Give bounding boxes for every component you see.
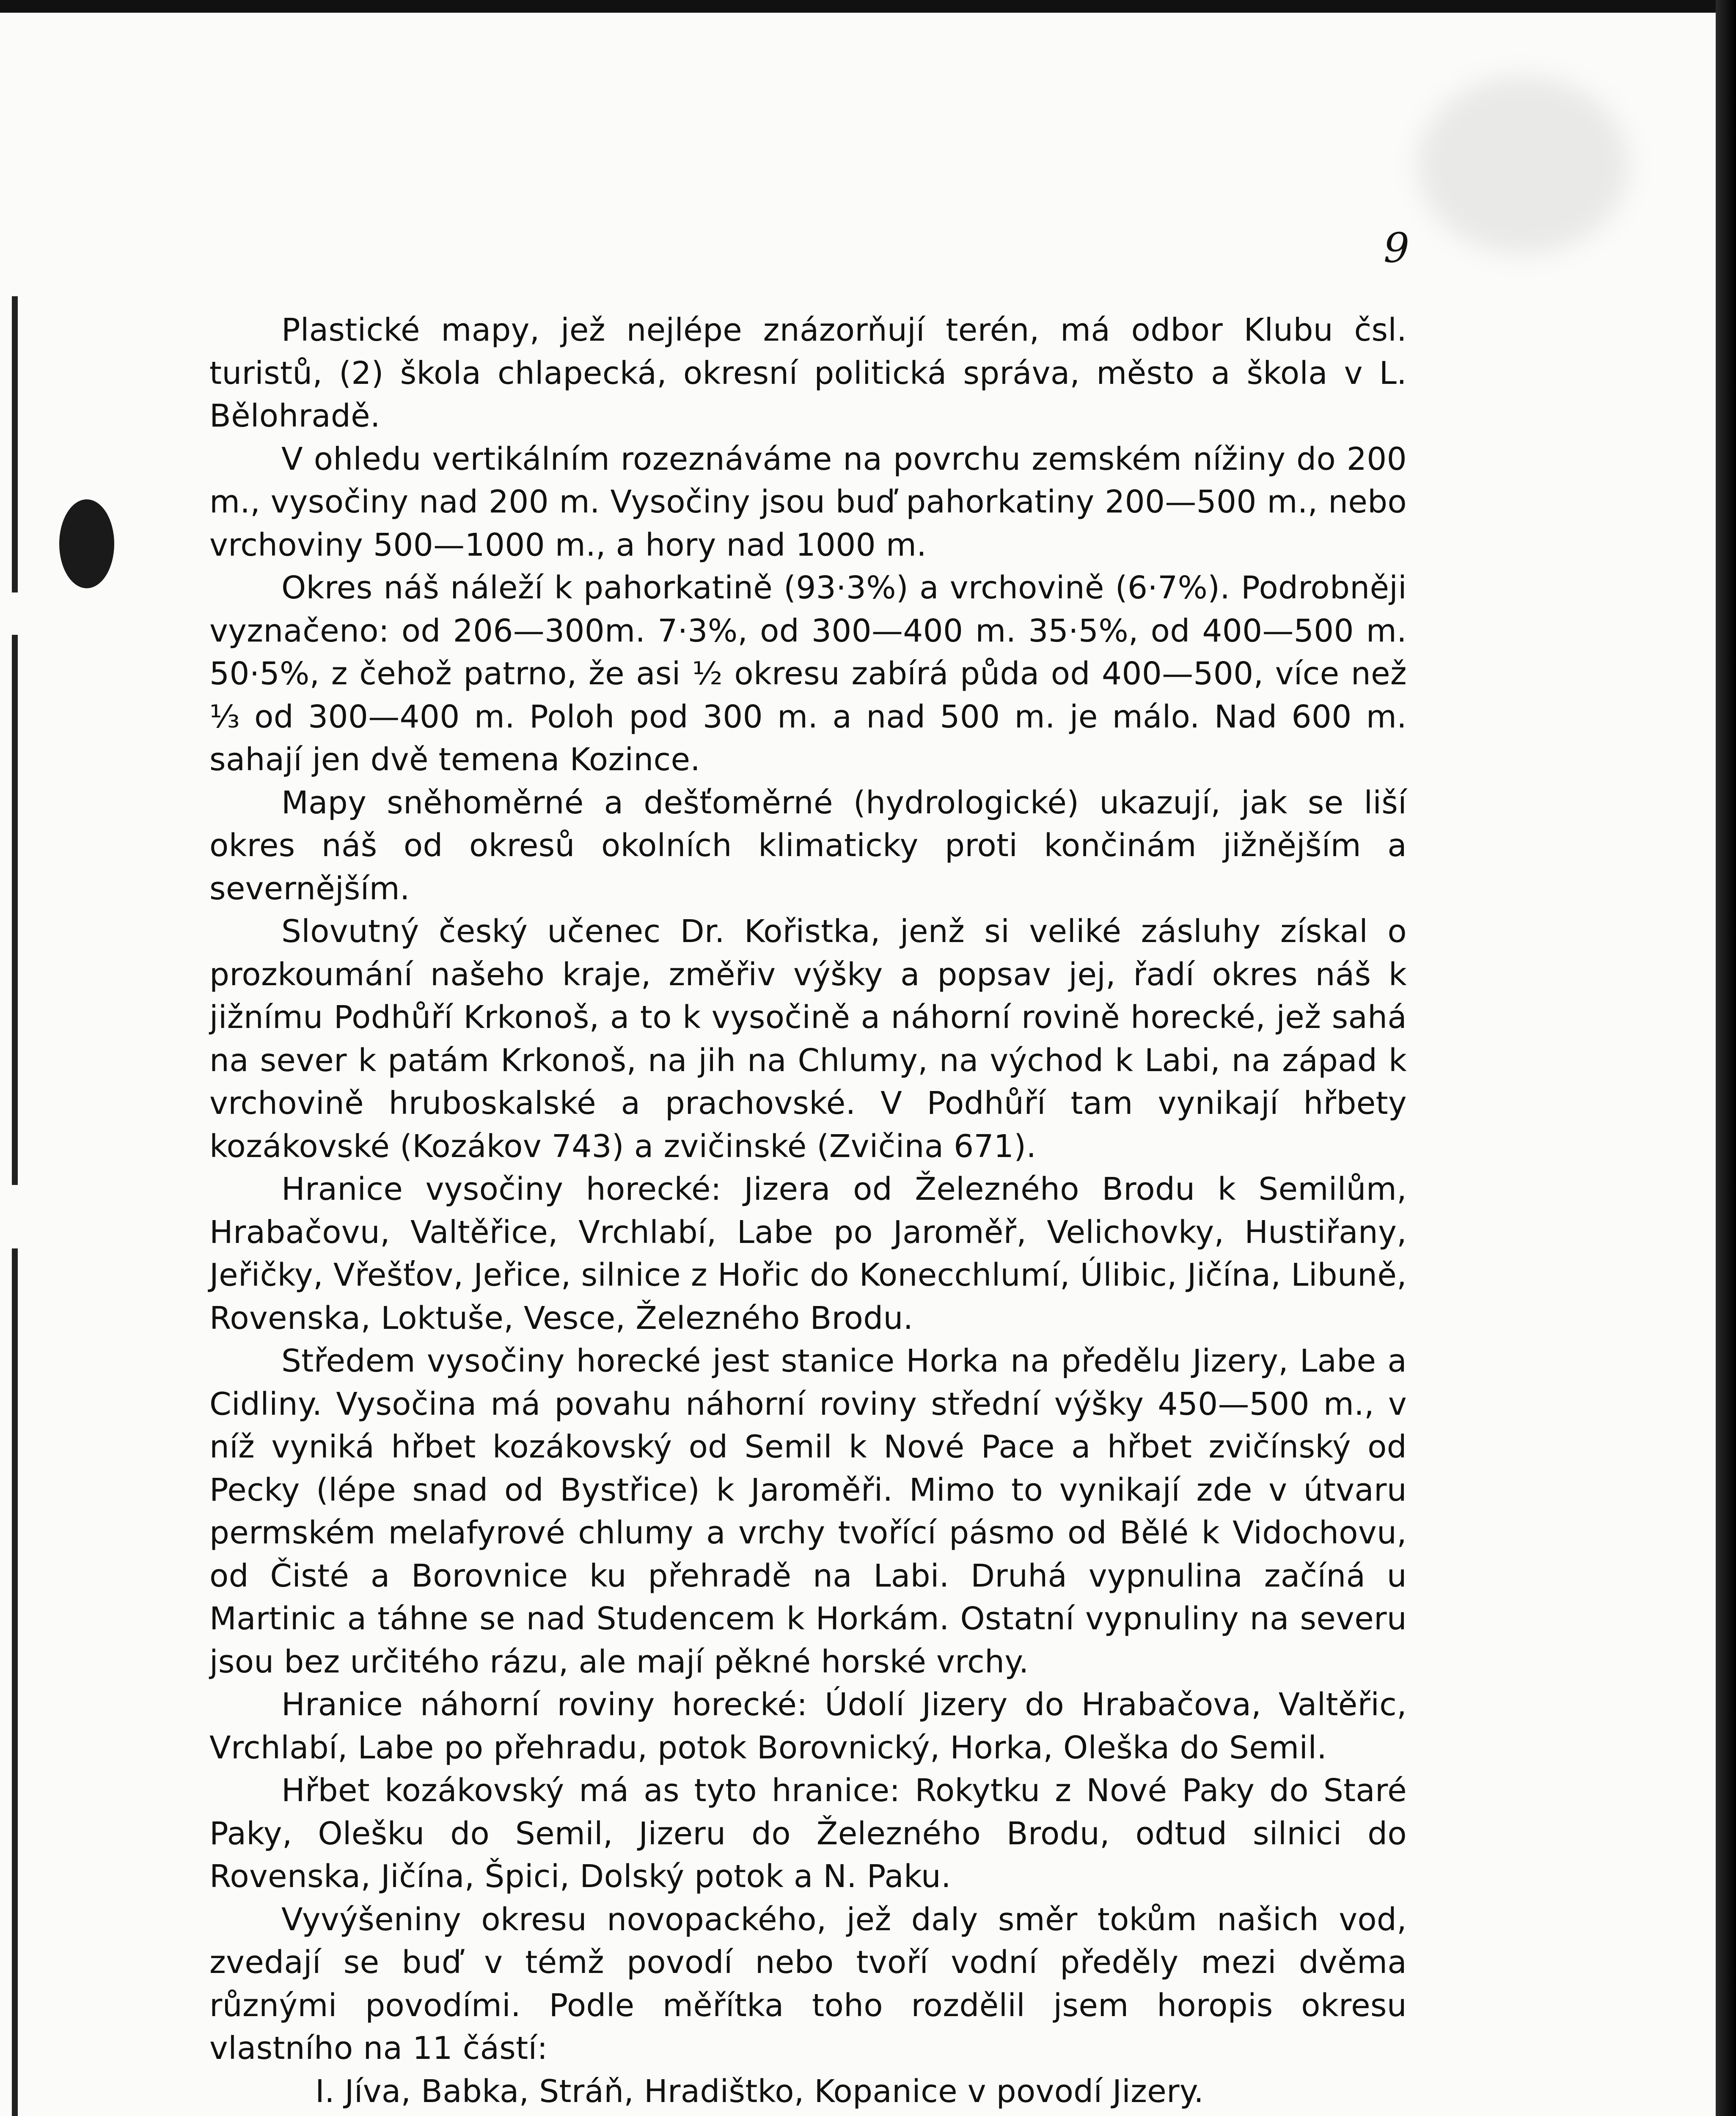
- margin-mark: [12, 1248, 18, 2116]
- region-list: [209, 2070, 1407, 2116]
- paragraph: Středem vysočiny horecké jest stanice Horka na předělu Jizery, Labe a Cidliny. Vysočina má povahu náhorní roviny střední výšky 450—500 m., v níž vyniká hřbet kozákovský od Semil k Nové Pace a hřbet zvičínský od Pecky (lépe snad od Bystřice) k Jaroměři. Mimo to vynikají zde v útvaru permském melafyrové chlumy a vrchy tvořící pásmo od Bělé k Vidochovu, od Čisté a Borovnice ku přehradě na Labi. Druhá vypnulina začíná u Martinic a táhne se nad Studencem k Horkám. Ostatní vypnuliny na severu jsou bez určitého rázu, ale mají pěkné horské vrchy.: [209, 1343, 1407, 1680]
- scan-edge-top: [0, 0, 1736, 13]
- list-item: [209, 2113, 1407, 2116]
- paragraph: V ohledu vertikálním rozeznáváme na povrchu zemském nížiny do 200 m., vysočiny nad 200 m. Vysočiny jsou buď pahorkatiny 200—500 m., nebo vrchoviny 500—1000 m., a hory nad 1000 m.: [209, 441, 1407, 563]
- paragraph: Plastické mapy, jež nejlépe znázorňují terén, má odbor Klubu čsl. turistů, (2) škola chlapecká, okresní politická správa, město a škola v L. Bělohradě.: [209, 312, 1407, 434]
- margin-mark: [12, 296, 18, 592]
- page-smudge: [1417, 76, 1629, 254]
- paragraph: Hranice náhorní roviny horecké: Údolí Jizery do Hrabačova, Valtěřic, Vrchlabí, Labe po přehradu, potok Borovnický, Horka, Oleška do Semil.: [209, 1686, 1407, 1766]
- paragraph: Vyvýšeniny okresu novopackého, jež daly směr tokům našich vod, zvedají se buď v témž povodí nebo tvoří vodní předěly mezi dvěma různými povodími. Podle měřítka toho rozdělil jsem horopis okresu vlastního na 11 částí:: [209, 1901, 1407, 2066]
- paragraph: Okres náš náleží k pahorkatině (93·3%) a vrchovině (6·7%). Podrobněji vyznačeno: od 206—300m. 7·3%, od 300—400 m. 35·5%, od 400—500 m. 50·5%, z čehož patrno, že asi ½ okresu zabírá půda od 400—500, více než ⅓ od 300—400 m. Poloh pod 300 m. a nad 500 m. je málo. Nad 600 m. sahají jen dvě temena Kozince.: [209, 570, 1407, 778]
- paragraph: Hřbet kozákovský má as tyto hranice: Rokytku z Nové Paky do Staré Paky, Olešku do Semil, Jizeru do Železného Brodu, odtud silnici do Rovenska, Jičína, Špici, Dolský potok a N. Paku.: [209, 1772, 1407, 1895]
- binding-hole: [59, 499, 114, 588]
- margin-mark: [12, 635, 18, 1185]
- paragraph: Slovutný český učenec Dr. Kořistka, jenž si veliké zásluhy získal o prozkoumání našeho kraje, změřiv výšky a popsav jej, řadí okres náš k jižnímu Podhůří Krkonoš, a to k vysočině a náhorní rovině horecké, jež sahá na sever k patám Krkonoš, na jih na Chlumy, na východ k Labi, na západ k vrchovině hruboskalské a prachovské. V Podhůří tam vynikají hřbety kozákovské (Kozákov 743) a zvičinské (Zvičina 671).: [209, 913, 1407, 1165]
- scan-edge-right: [1716, 0, 1736, 2116]
- page-number: 9: [1384, 224, 1410, 272]
- paragraph: Mapy sněhoměrné a dešťoměrné (hydrologické) ukazují, jak se liší okres náš od okresů okolních klimaticky proti končinám jižnějším a severnějším.: [209, 784, 1407, 907]
- list-item: I. Jíva, Babka, Stráň, Hradištko, Kopanice v povodí Jizery.: [315, 2073, 1204, 2110]
- body-text: [209, 309, 1407, 2116]
- paragraph: Hranice vysočiny horecké: Jizera od Železného Brodu k Semilům, Hrabačovu, Valtěřice, Vrchlabí, Labe po Jaroměř, Velichovky, Hustiřany, Jeřičky, Vřešťov, Jeřice, silnice z Hořic do Konecchlumí, Úlibic, Jičína, Libuně, Rovenska, Loktuše, Vesce, Železného Brodu.: [209, 1171, 1407, 1336]
